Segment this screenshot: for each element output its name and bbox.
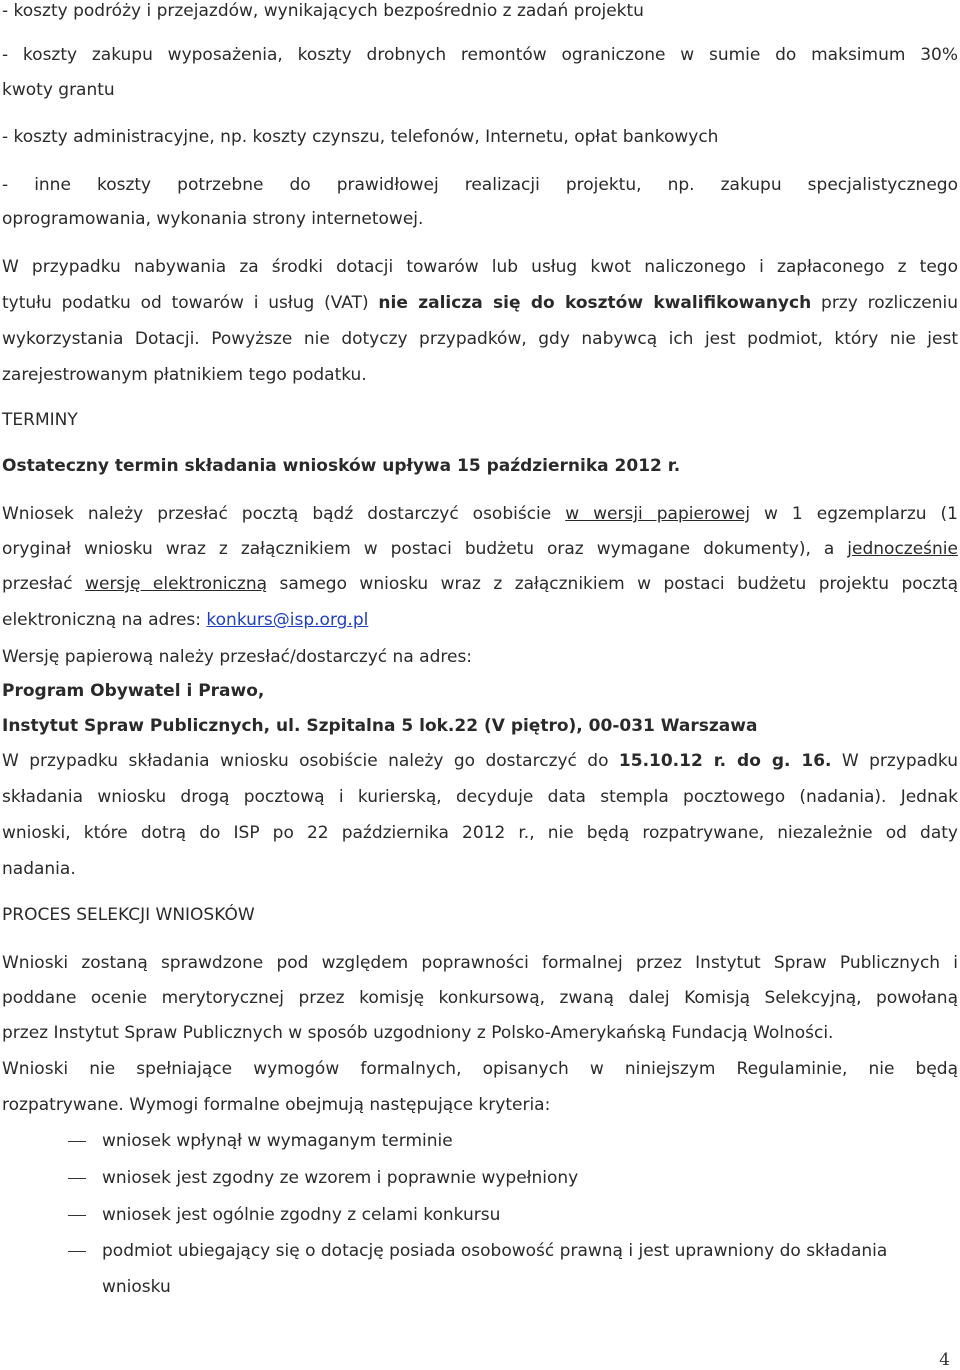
- vat-emphasis: nie zalicza się do kosztów kwalifikowanych: [378, 293, 812, 313]
- selection-line3: przez Instytut Spraw Publicznych w sposób uzgodniony z Polsko-Amerykańską Fundacją Wolności.: [2, 1023, 834, 1043]
- terminy-heading: TERMINY: [2, 410, 78, 430]
- in-person-line2: składania wniosku drogą pocztową i kurierską, decyduje data stempla pocztowego (nadania). Jednak: [2, 787, 958, 807]
- vat-paragraph-line1: W przypadku nabywania za środki dotacji towarów lub usług kwot naliczonego i zapłaconego z tego: [2, 257, 958, 277]
- list-item: wniosek jest zgodny ze wzorem i poprawnie wypełniony: [102, 1168, 579, 1188]
- selection-line2: poddane ocenie merytorycznej przez komisję konkursową, zwaną dalej Komisją Selekcyjną, powołaną: [2, 988, 958, 1008]
- proces-heading: PROCES SELEKCJI WNIOSKÓW: [2, 905, 255, 925]
- list-item-continuation: wniosku: [102, 1277, 171, 1297]
- vat-paragraph-line4: zarejestrowanym płatnikiem tego podatku.: [2, 365, 367, 385]
- paper-version-underline: w wersji papierowej: [565, 504, 751, 524]
- selection-line1: Wnioski zostaną sprawdzone pod względem poprawności formalnej przez Instytut Spraw Publicznych i: [2, 953, 958, 973]
- in-person-deadline: 15.10.12 r. do g. 16.: [618, 751, 832, 771]
- cost-item-other: - inne koszty potrzebne do prawidłowej realizacji projektu, np. zakupu specjalistycznego: [2, 175, 958, 195]
- selection-line4: Wnioski nie spełniające wymogów formalnych, opisanych w niniejszym Regulaminie, nie będą: [2, 1059, 958, 1079]
- dash-bullet-icon: [68, 1178, 86, 1179]
- electronic-version-underline: wersję elektroniczną: [85, 574, 268, 594]
- page-number: 4: [939, 1350, 950, 1370]
- submission-line1: Wniosek należy przesłać pocztą bądź dostarczyć osobiście w wersji papierowej w 1 egzemplarzu (1: [2, 504, 958, 524]
- cost-item-other-cont: oprogramowania, wykonania strony internetowej.: [2, 209, 424, 229]
- list-item: podmiot ubiegający się o dotację posiada osobowość prawną i jest uprawniony do składania: [102, 1241, 888, 1261]
- selection-line5: rozpatrywane. Wymogi formalne obejmują następujące kryteria:: [2, 1095, 551, 1115]
- address-line2: Instytut Spraw Publicznych, ul. Szpitalna 5 lok.22 (V piętro), 00-031 Warszawa: [2, 716, 758, 736]
- in-person-line3: wnioski, które dotrą do ISP po 22 października 2012 r., nie będą rozpatrywane, niezależnie od daty: [2, 823, 958, 843]
- submission-line4: elektroniczną na adres: konkurs@isp.org.pl: [2, 610, 369, 630]
- cost-item-admin: - koszty administracyjne, np. koszty czynszu, telefonów, Internetu, opłat bankowych: [2, 127, 719, 147]
- in-person-line1: W przypadku składania wniosku osobiście należy go dostarczyć do 15.10.12 r. do g. 16. W przypadku: [2, 751, 958, 771]
- dash-bullet-icon: [68, 1141, 86, 1142]
- cost-item-travel: - koszty podróży i przejazdów, wynikających bezpośrednio z zadań projektu: [2, 1, 644, 21]
- simultaneously-underline: jednocześnie: [847, 539, 958, 559]
- cost-item-equipment-cont: kwoty grantu: [2, 80, 115, 100]
- vat-paragraph-line3: wykorzystania Dotacji. Powyższe nie dotyczy przypadków, gdy nabywcą ich jest podmiot, który nie jest: [2, 329, 958, 349]
- list-item: wniosek wpłynął w wymaganym terminie: [102, 1131, 453, 1151]
- paper-address-intro: Wersję papierową należy przesłać/dostarczyć na adres:: [2, 647, 473, 667]
- dash-bullet-icon: [68, 1251, 86, 1252]
- submission-line3: przesłać wersję elektroniczną samego wniosku wraz z załącznikiem w postaci budżetu projektu pocztą: [2, 574, 958, 594]
- dash-bullet-icon: [68, 1215, 86, 1216]
- in-person-line4: nadania.: [2, 859, 76, 879]
- vat-paragraph-line2: tytułu podatku od towarów i usług (VAT) nie zalicza się do kosztów kwalifikowanych przy rozliczeniu: [2, 293, 958, 313]
- submission-line2: oryginał wniosku wraz z załącznikiem w postaci budżetu oraz wymagane dokumenty), a jednocześnie: [2, 539, 958, 559]
- address-line1: Program Obywatel i Prawo,: [2, 681, 265, 701]
- deadline-statement: Ostateczny termin składania wniosków upływa 15 października 2012 r.: [2, 456, 681, 476]
- cost-item-equipment: - koszty zakupu wyposażenia, koszty drobnych remontów ograniczone w sumie do maksimum 30%: [2, 45, 958, 65]
- email-link[interactable]: konkurs@isp.org.pl: [206, 610, 369, 630]
- list-item: wniosek jest ogólnie zgodny z celami konkursu: [102, 1205, 501, 1225]
